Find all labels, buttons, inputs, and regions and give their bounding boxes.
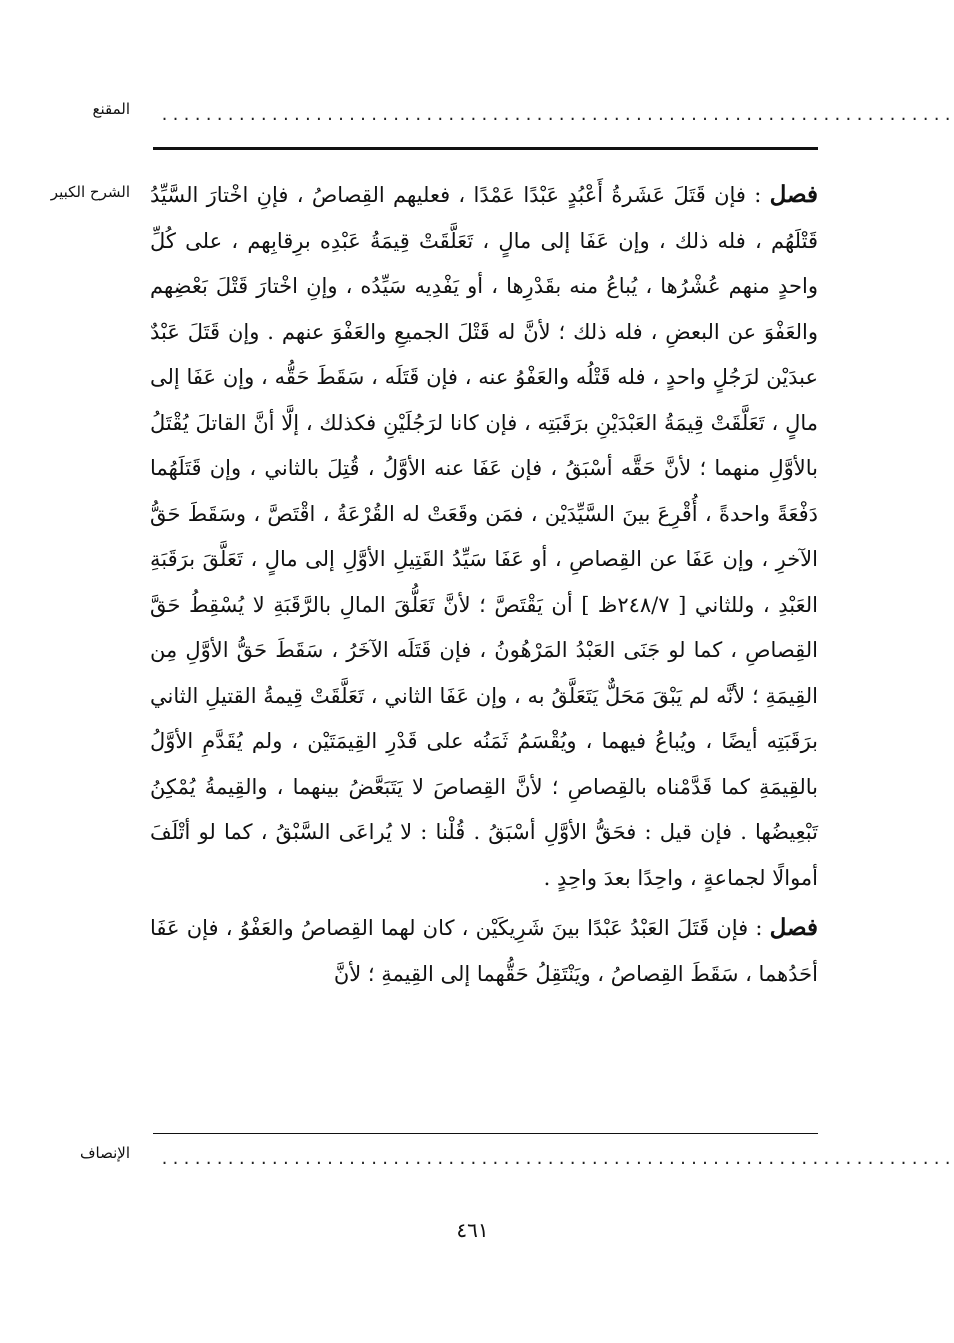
paragraph-1-heading: فصل — [769, 181, 818, 208]
commentary-label: الشرح الكبير — [50, 183, 130, 201]
header-dotted-leader: ........................................................................ — [160, 106, 954, 124]
header-rule — [153, 147, 818, 150]
main-text-block — [150, 172, 818, 997]
footer-rule — [153, 1133, 818, 1134]
paragraph-2-heading: فصل — [769, 914, 818, 941]
paragraph-2 — [150, 905, 818, 997]
paragraph-1-text: : فإن قَتَلَ عَشَرةُ أَعْبُدٍ عَبْدًا عَمْدًا ، فعليهم القِصاصُ ، فإنِ اخْتارَ السَّيِّدُ قَتْلَهُم ، فله ذلك ، وإن عَفَا إلى مالٍ ، تَعَلَّقَتْ قِيمَةُ عَبْدِه برِقابِهم ، على كُلِّ واحدٍ منهم عُشْرُها ، يُباعُ منه بقَدْرِها ، أو يَفْدِيه سَيِّدُه ، وإنِ اخْتارَ قَتْلَ بَعْضِهم والعَفْوَ عن البعضِ ، فله ذلك ؛ لأنَّ له قَتْلَ الجميعِ والعَفْوَ عنهم . وإن قَتَلَ عَبْدٌ عبدَيْن لرَجُلٍ واحدٍ ، فله قَتْلُه والعَفْوُ عنه ، فإن قَتَلَه ، سَقَطَ حَقُّه ، وإن عَفَا إلى مالٍ ، تَعَلَّقَتْ قِيمَةُ العَبْدَيْنِ برَقَبَتِه ، فإن كانا لرَجُلَيْنِ فكذلك ، إلَّا أنَّ القاتلَ يُقْتَلُ بالأوَّلِ منهما ؛ لأنَّ حَقَّه أسْبَقُ ، فإن عَفَا عنه الأوَّلُ ، قُتِلَ بالثاني ، وإن قَتَلَهُما دَفْعَةً واحدةً ، أُقْرِعَ بينَ السَّيِّدَيْن ، فمَن وقَعَتْ له القُرْعَةُ ، اقْتَصَّ ، وسَقَطَ حَقُّ الآخرِ ، وإن عَفَا عن القِصاصِ ، أو عَفَا سَيِّدُ القَتِيلِ الأوَّلِ إلى مالٍ ، تَعَلَّقَ برَقَبَةِ العَبْدِ ، وللثاني [ ٢٤٨/٧ظ ] أن يَقْتَصَّ ؛ لأنَّ تَعَلُّقَ المالِ بالرَّقَبَةِ لا يُسْقِطُ حَقَّ القِصاصِ ، كما لو جَنَى العَبْدُ المَرْهُونُ ، فإن قَتَلَه الآخَرُ ، سَقَطَ حَقُّ الأوَّلِ مِن القِيمَةِ ؛ لأنَّه لم يَبْقَ مَحَلٌّ يَتَعَلَّقُ به ، وإن عَفَا الثاني ، تَعَلَّقَتْ قِيمةُ القتيلِ الثاني برَقَبَتِه أيضًا ، ويُباعُ فيهما ، ويُقْسَمُ ثَمَنُه على قَدْرِ القِيمَتَيْن ، ولم يُقَدَّمِ الأوَّلُ بالقِيمَةِ كما قَدَّمْناه بالقِصاصِ ؛ لأنَّ القِصاصَ لا يَتَبَعَّضُ بينهما ، والقِيمةُ يُمْكِنُ تَبْعِيضُها . فإن قيل : فحَقُّ الأوَّلِ أسْبَقُ . قُلْنا : لا يُراعَى السَّبْقُ ، كما لو أتْلَفَ أموالًا لجماعةٍ ، واحِدًا بعدَ واحِدٍ . — [150, 183, 818, 890]
paragraph-1 — [150, 172, 818, 901]
footer-dotted-leader: ........................................................................ — [160, 1150, 954, 1168]
page-number: ٤٦١ — [456, 1218, 489, 1242]
header-book-label: المقنع — [92, 100, 130, 118]
paragraph-2-text: : فإن قَتَلَ العَبْدُ عَبْدًا بينَ شَرِيكَيْن ، كان لهما القِصاصُ والعَفْوُ ، فإن عَفَا أحَدُهما ، سَقَطَ القِصاصُ ، ويَنْتَقِلُ حَقُّهما إلى القِيمةِ ؛ لأنَّ — [150, 916, 818, 986]
footer-book-label: الإنصاف — [79, 1144, 130, 1162]
